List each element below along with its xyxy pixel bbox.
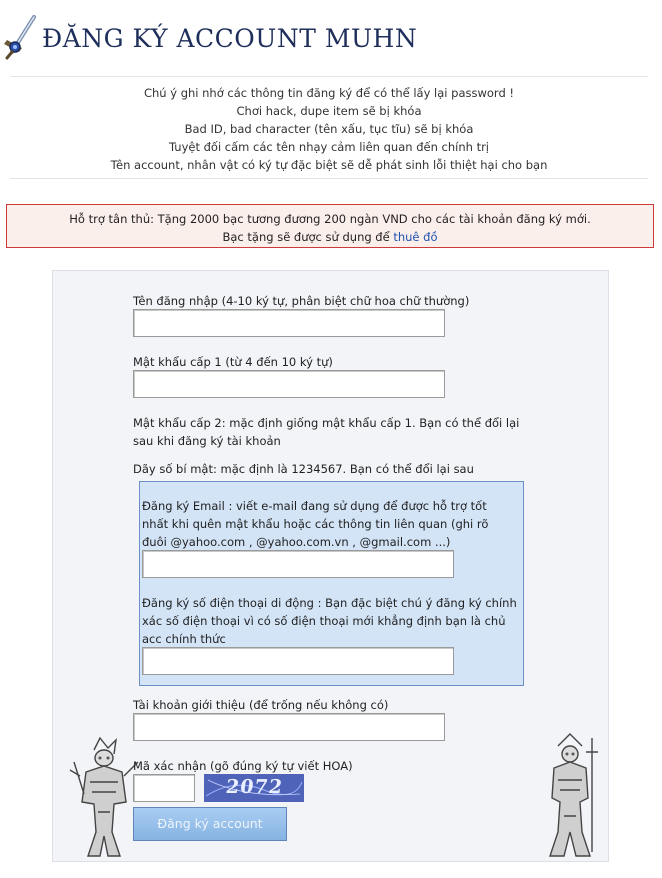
sword-icon [2,14,40,60]
email-input[interactable] [142,550,454,578]
page-title: ĐĂNG KÝ ACCOUNT MUHN [42,24,418,53]
support-banner [6,204,654,248]
support-line-prefix: Bạc tặng sẽ được sử dụng để [222,230,394,244]
password-input[interactable] [133,370,445,398]
username-label: Tên đăng nhập (4-10 ký tự, phân biệt chữ hoa chữ thường) [133,294,470,308]
divider [10,76,648,77]
secret-code-note: Dãy số bí mật: mặc định là 1234567. Bạn có thể đổi lại sau [133,462,474,476]
phone-input[interactable] [142,647,454,675]
captcha-label: Mã xác nhận (gõ đúng ký tự viết HOA) [133,759,353,773]
notice-item: Tuyệt đối cấm các tên nhạy cảm liên quan đến chính trị [169,140,489,154]
phone-label: Đăng ký số điện thoại di động : Bạn đặc biệt chú ý đăng ký chính xác số điện thoại vì có số điện thoại mới khẳng định bạn là chủ acc chính thức [142,596,517,646]
referral-label: Tài khoản giới thiệu (để trống nếu không có) [133,698,389,712]
notice-item: Chú ý ghi nhớ các thông tin đăng ký để có thể lấy lại password ! [143,86,515,100]
email-label: Đăng ký Email : viết e-mail đang sử dụng để được hỗ trợ tốt nhất khi quên mật khẩu hoặc các thông tin liên quan (ghi rõ đuôi @yahoo.com , @yahoo.com.vn , @gmail.com ...) [142,499,489,549]
divider [10,178,648,179]
password-label: Mật khẩu cấp 1 (từ 4 đến 10 ký tự) [133,355,333,369]
password2-note: Mật khẩu cấp 2: mặc định giống mật khẩu cấp 1. Bạn có thể đổi lại sau khi đăng ký tài khoản [133,416,520,448]
notice-list [10,84,648,174]
support-line: Hỗ trợ tân thủ: Tặng 2000 bạc tương đương 200 ngàn VND cho các tài khoản đăng ký mới. [69,212,591,226]
username-input[interactable] [133,309,445,337]
notice-item: Tên account, nhân vật có ký tự đặc biệt sẽ dễ phát sinh lỗi thiệt hại cho bạn [110,158,548,172]
captcha-input[interactable] [133,774,195,802]
support-line [7,228,653,246]
captcha-image [204,774,304,802]
register-button[interactable]: Đăng ký account [133,807,287,841]
notice-item: Chơi hack, dupe item sẽ bị khóa [236,104,422,118]
notice-item: Bad ID, bad character (tên xấu, tục tĩu) sẽ bị khóa [184,122,474,136]
warrior-figure-right [530,732,608,860]
warrior-figure-left [64,732,142,860]
referral-input[interactable] [133,713,445,741]
rent-items-link[interactable]: thuê đồ [393,230,438,244]
captcha-text: 2072 [224,776,285,798]
